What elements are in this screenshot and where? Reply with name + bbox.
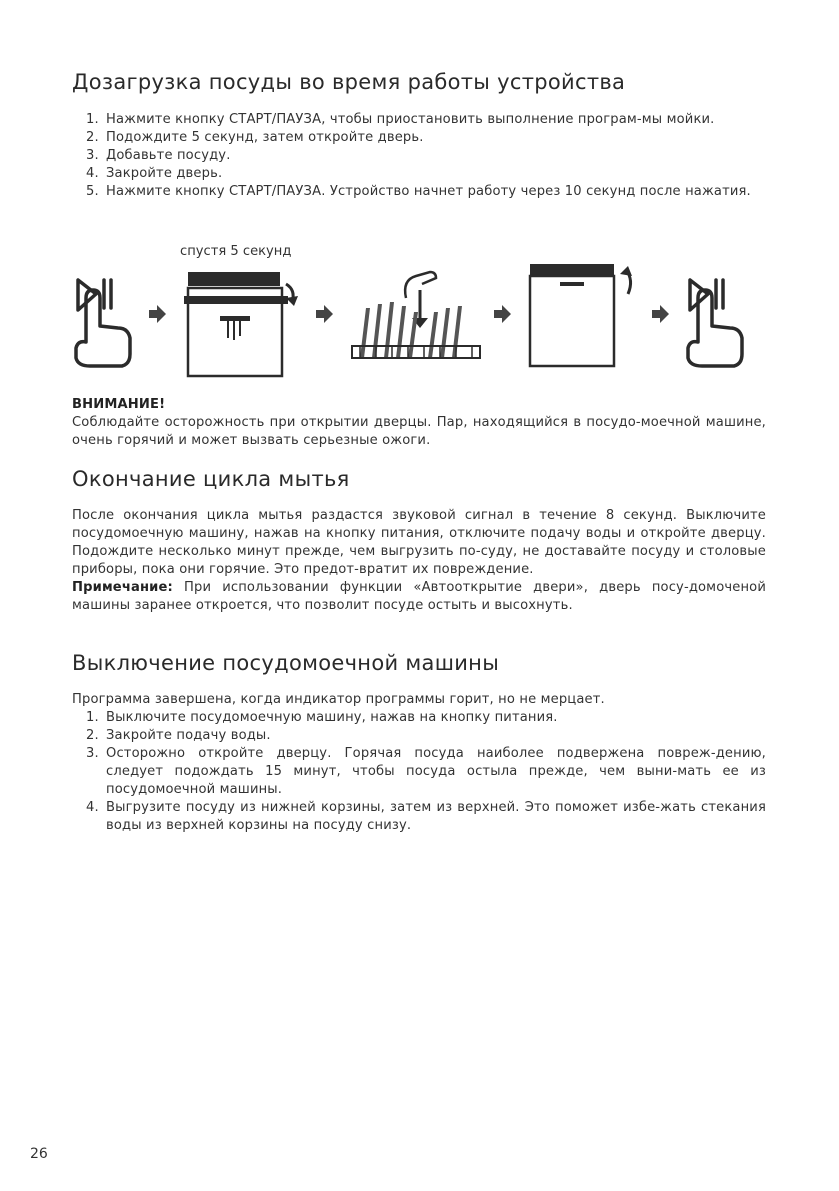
note-text: При использовании функции «Автооткрытие двери», дверь посу-домоченой машины заранее откроется, что позволит посуде остыть и высохнуть.	[72, 580, 766, 613]
dishwasher-door-open-icon	[184, 272, 298, 376]
step-arrow-icon	[652, 305, 669, 323]
list-item: 4. Выгрузите посуду из нижней корзины, затем из верхней. Это поможет избе-жать стекания воды из верхней корзины на посуду снизу.	[86, 800, 766, 833]
step-arrow-icon	[316, 305, 333, 323]
section-title-end-of-cycle: Окончание цикла мытья	[72, 467, 350, 491]
list-item: 2. Подождите 5 секунд, затем откройте дверь.	[86, 130, 424, 145]
step-arrow-icon	[149, 305, 166, 323]
page-number: 26	[30, 1146, 48, 1162]
list-item: 3. Добавьте посуду.	[86, 148, 231, 163]
reloading-illustration	[60, 258, 780, 388]
reloading-steps-list	[72, 111, 766, 201]
warning-text: Соблюдайте осторожность при открытии дверцы. Пар, находящийся в посудо-моечной машине, очень горячий и может вызвать серьезные ожоги.	[72, 415, 766, 448]
dishwasher-door-closed-icon	[530, 264, 632, 366]
add-dishes-rack-icon	[352, 272, 480, 358]
end-of-cycle-text	[72, 507, 766, 615]
list-item: 1. Нажмите кнопку СТАРТ/ПАУЗА, чтобы приостановить выполнение програм-мы мойки.	[86, 112, 715, 127]
list-item: 3. Осторожно откройте дверцу. Горячая посуда наиболее подвержена повреж-дению, следует подождать 15 минут, чтобы посуда остыла прежде, чем выни-мать ее из посудомоечной машины.	[86, 746, 766, 797]
list-item: 2. Закройте подачу воды.	[86, 728, 271, 743]
note-paragraph	[72, 579, 766, 615]
section-title-reloading: Дозагрузка посуды во время работы устройства	[72, 70, 626, 94]
list-item: 5. Нажмите кнопку СТАРТ/ПАУЗА. Устройство начнет работу через 10 секунд после нажатия.	[86, 184, 751, 199]
list-item: 1. Выключите посудомоечную машину, нажав на кнопку питания.	[86, 710, 558, 725]
end-of-cycle-paragraph: После окончания цикла мытья раздастся звуковой сигнал в течение 8 секунд. Выключите посудомоечную машину, нажав на кнопку питания, отключите подачу воды и откройте дверцу. Подождите несколько минут прежде, чем выгрузить по-суду, не доставайте посуду и столовые приборы, пока они горячие. Это предот-вратит их повреждение.	[72, 508, 766, 577]
list-item: 4. Закройте дверь.	[86, 166, 223, 181]
note-label: Примечание:	[72, 580, 173, 595]
warning-block	[72, 396, 766, 450]
hand-press-start-icon	[688, 280, 742, 366]
section-title-switch-off: Выключение посудомоечной машины	[72, 651, 500, 675]
step-arrow-icon	[494, 305, 511, 323]
switch-off-intro: Программа завершена, когда индикатор программы горит, но не мерцает.	[72, 692, 605, 707]
switch-off-steps-list	[72, 709, 766, 835]
hand-press-start-icon	[76, 280, 130, 366]
illustration-caption: спустя 5 секунд	[180, 244, 292, 259]
warning-heading: ВНИМАНИЕ!	[72, 397, 166, 412]
